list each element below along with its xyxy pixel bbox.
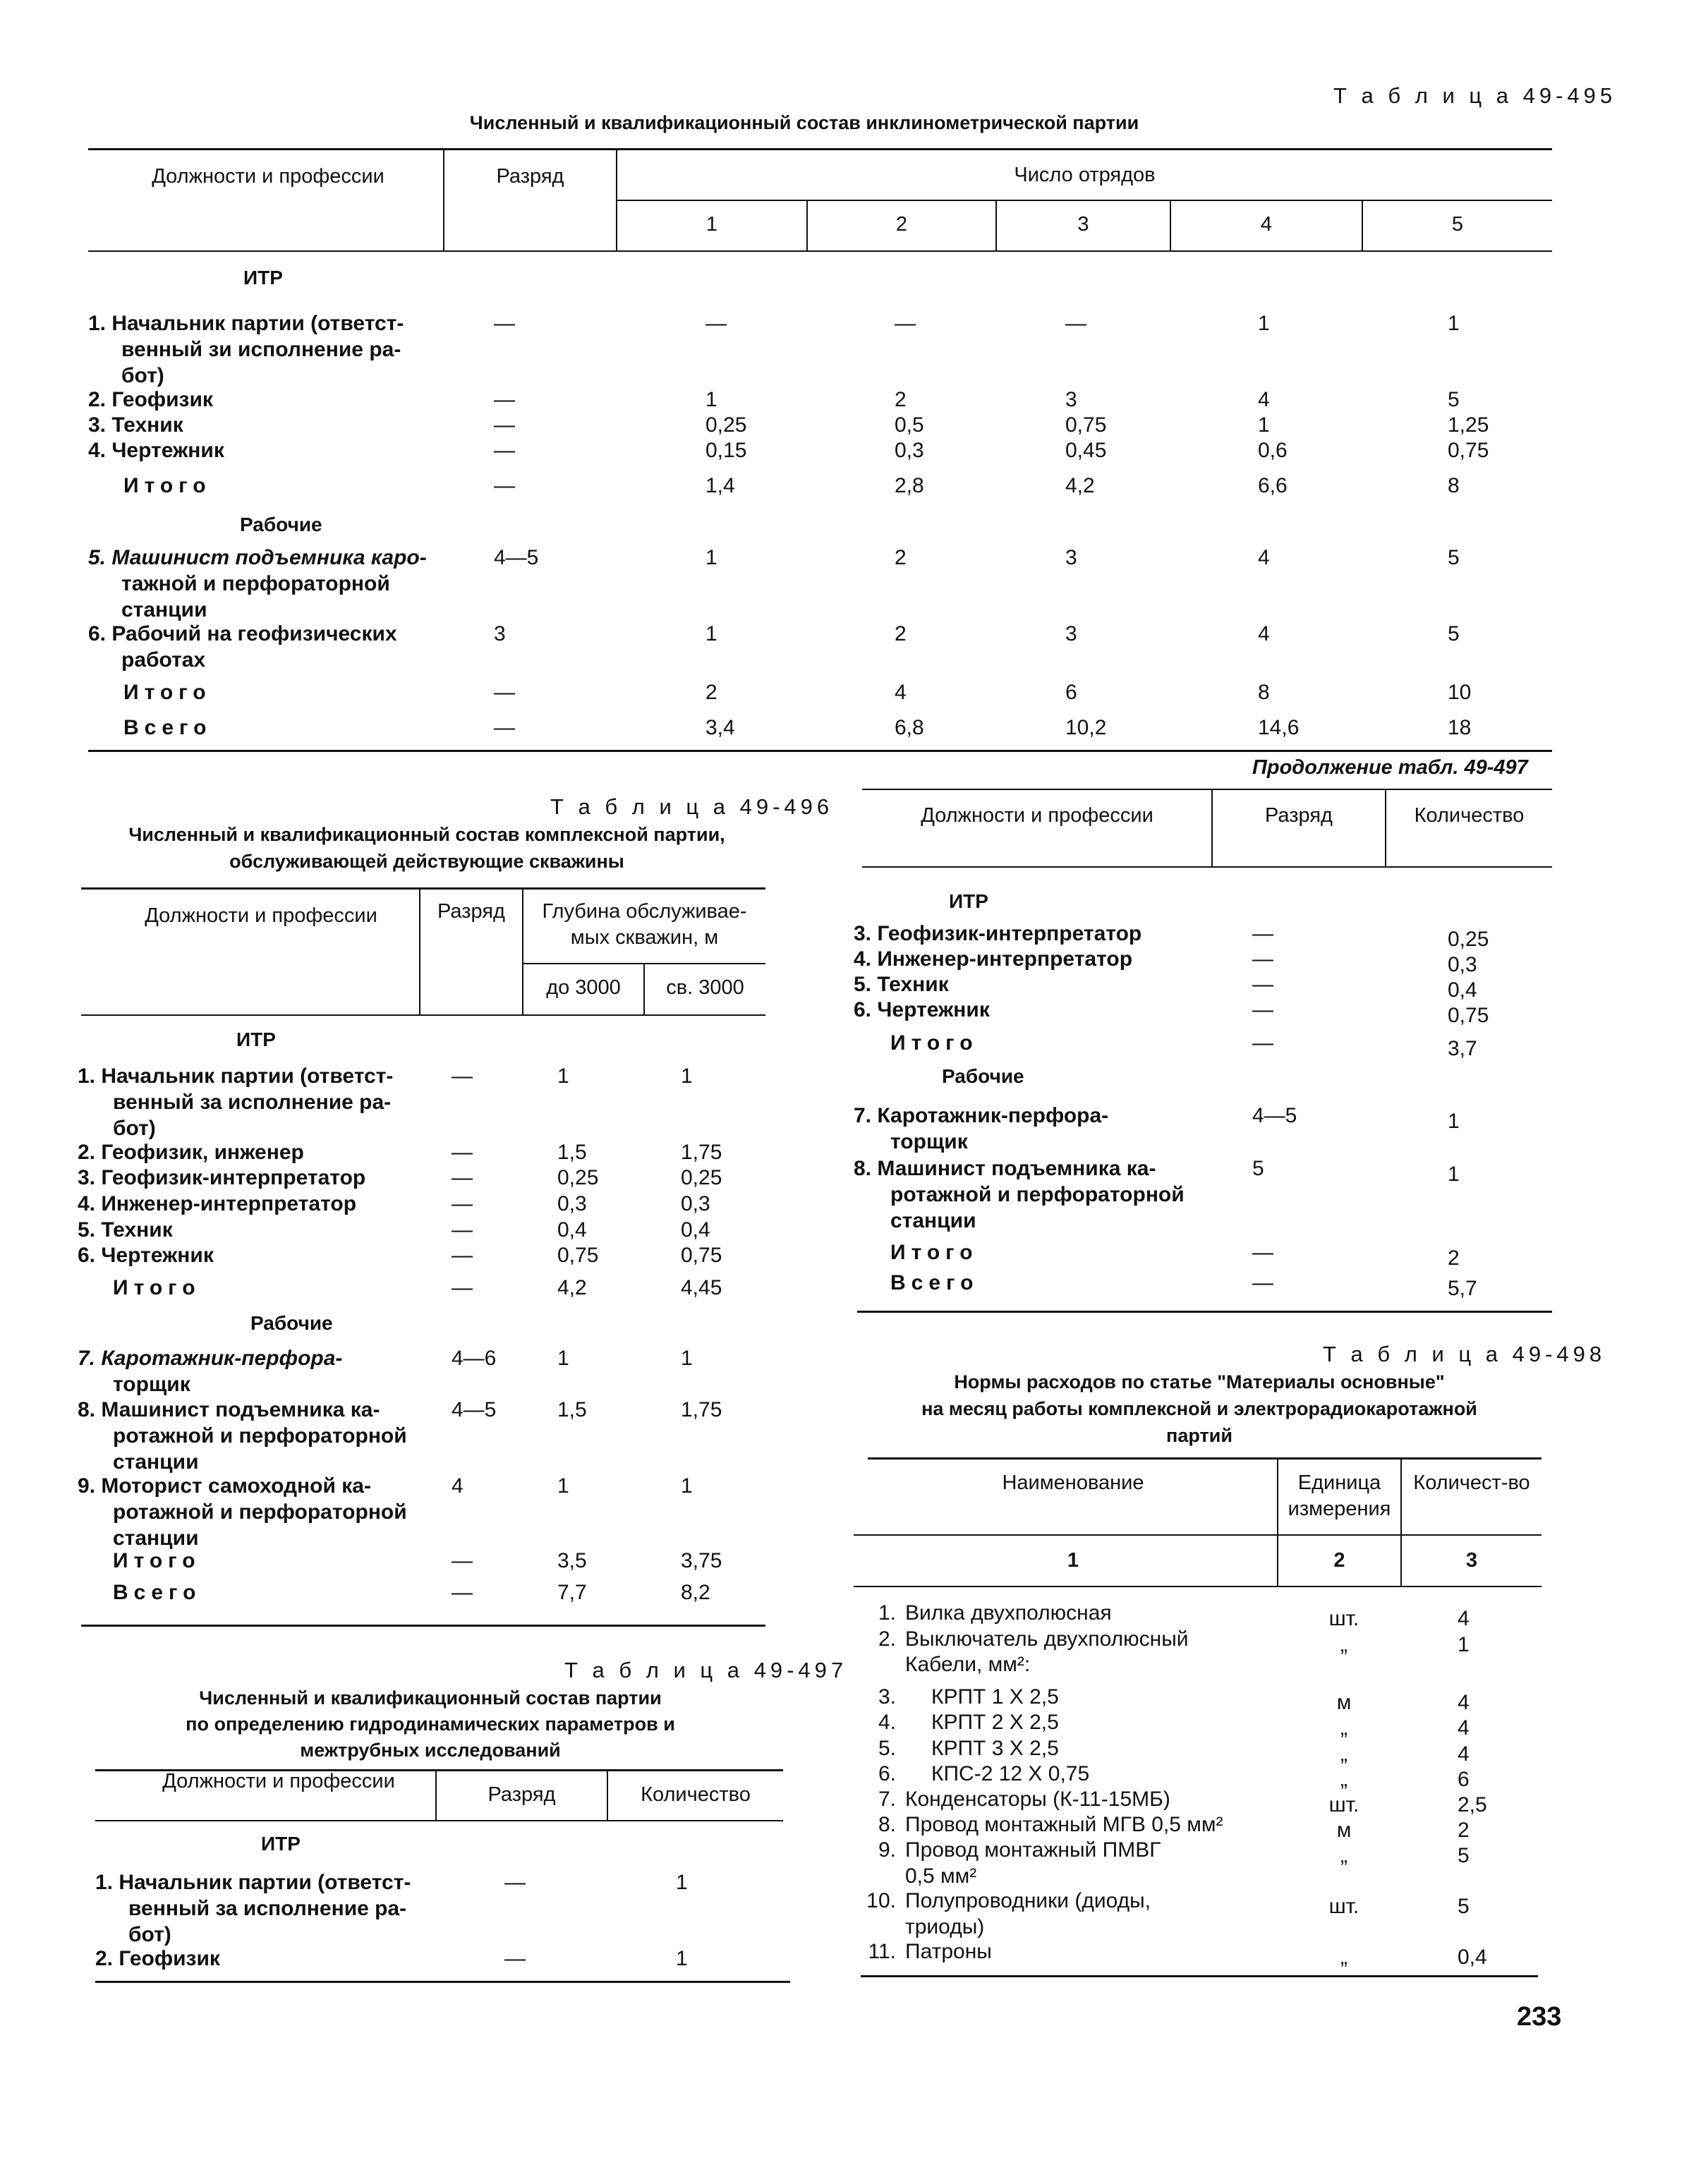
row-value: 1 [1448,312,1460,335]
row-name: Провод монтажный ПМВГ [905,1838,1161,1862]
row-rank: 4—6 [452,1347,497,1370]
row-value: 6 [1065,681,1077,704]
row-value: 1 [681,1474,693,1498]
rule [868,1457,1542,1460]
row-value: 0,25 [705,413,747,437]
row-value: 4,2 [1065,474,1095,497]
rule [861,1975,1538,1977]
row-value: 10,2 [1065,716,1107,739]
header-positions: Должности и профессии [145,904,377,927]
header-qty: Количество [1414,804,1525,827]
row-value: 1 [681,1347,693,1370]
row-rank: — [452,1244,473,1267]
row-value: 5 [1448,388,1460,411]
row-rank: — [494,681,515,704]
row-value: — [895,312,916,335]
row-rank: 5 [1252,1157,1264,1180]
row-name-cont: венный за исполнение ра- [128,1897,407,1920]
table-label: Т а б л и ц а 49-498 [1323,1342,1606,1366]
row-rank: — [504,1947,526,1970]
row-qty: 1 [1458,1633,1470,1656]
row-name-cont: торщик [113,1373,190,1396]
row-value: 0,75 [681,1244,722,1267]
table-title: межтрубных исследований [300,1740,561,1761]
row-qty: 2,5 [1458,1793,1487,1816]
row-rank: — [1252,1031,1273,1055]
row-value: 4,45 [681,1276,722,1299]
rule [81,1625,765,1627]
row-rank: — [452,1141,473,1164]
row-unit: „ [1340,1633,1347,1656]
row-value: 1 [557,1474,569,1498]
header-col: 5 [1451,213,1464,236]
row-value: 8 [1258,681,1270,704]
row-value: 4,2 [557,1276,587,1299]
rule [81,1014,765,1016]
row-name: Провод монтажный МГВ 0,5 мм² [905,1813,1223,1836]
rule [95,1981,790,1983]
table-title: Численный и квалификационный состав партии [199,1687,662,1709]
row-rank: — [494,388,515,411]
row-value: 0,25 [557,1166,599,1189]
row-unit: шт. [1328,1895,1359,1918]
row-rank: 4—5 [494,546,539,569]
header-col: до 3000 [546,976,621,999]
row-rank: — [452,1218,473,1242]
row-qty: 4 [1458,1716,1470,1740]
row-unit: м [1336,1819,1352,1842]
row-name: 3. Геофизик-интерпретатор [78,1166,366,1189]
row-name: Вилка двухполюсная [905,1601,1112,1625]
total-label: Итого [113,1549,201,1572]
row-number: 1. [878,1601,896,1625]
row-qty: 4 [1458,1742,1470,1766]
row-value: 0,15 [705,439,747,462]
table-title: по определению гидродинамических параметров и [186,1713,675,1735]
row-qty: 5 [1458,1895,1470,1918]
row-name-cont: бот) [121,364,164,387]
header-col: 2 [895,213,908,236]
row-value: 3,4 [705,716,735,739]
row-value: 0,5 [895,413,924,437]
row-rank: — [452,1276,473,1299]
row-number: 9. [878,1838,896,1862]
row-value: 1 [676,1871,688,1894]
row-value: 0,3 [681,1192,710,1215]
row-value: 2,8 [895,474,924,497]
row-rank: — [452,1064,473,1088]
row-rank: 4—5 [452,1398,497,1421]
row-name-cont: 0,5 мм² [905,1864,977,1888]
row-value: 0,6 [1258,439,1288,462]
row-value: 0,4 [557,1218,587,1242]
row-rank: — [1252,998,1273,1021]
row-value: — [705,312,727,335]
row-value: 2 [895,546,907,569]
header-positions: Должности и профессии [152,165,384,188]
row-value: 0,45 [1065,439,1107,462]
total-label: Итого [123,681,212,704]
row-name: 1. Начальник партии (ответст- [88,312,404,335]
row-value: 1 [1448,1163,1460,1186]
row-value: 2 [705,681,717,704]
row-rank: — [504,1871,526,1894]
row-rank: — [452,1581,473,1604]
row-name-cont: работах [121,648,206,672]
row-value: 2 [1448,1246,1460,1270]
row-value: 1 [705,622,717,645]
row-rank: 3 [494,622,506,645]
row-name: 8. Машинист подъемника ка- [854,1157,1156,1180]
rule [854,1586,1542,1587]
header-rank: Разряд [496,165,564,188]
table-title: на месяц работы комплексной и электрорадиокаротажной [921,1398,1477,1419]
rule [862,866,1552,868]
header-qty: Количест-во [1413,1472,1530,1494]
table-title: партий [1166,1425,1232,1446]
row-name-cont: торщик [890,1130,968,1153]
row-value: 1 [1448,1110,1460,1133]
row-name: 6. Чертежник [854,998,990,1021]
row-value: 4 [1258,622,1270,645]
table-label: Т а б л и ц а 49-497 [564,1658,848,1682]
row-value: 0,75 [557,1244,599,1267]
row-value: 0,75 [1065,413,1107,437]
row-name: 6. Рабочий на геофизических [88,622,397,645]
rule [95,1820,783,1821]
row-number: 8. [878,1813,896,1836]
page-number: 233 [1517,2002,1562,2032]
row-name-cont: ротажной и перфораторной [113,1500,407,1524]
row-qty: 4 [1458,1691,1470,1714]
row-value: 10 [1448,681,1472,704]
row-name-cont: бот) [113,1117,156,1140]
header-unit: Единица измерения [1288,1472,1391,1520]
row-name: 3. Техник [88,413,183,437]
header-qty: Количество [641,1783,751,1806]
row-value: 5,7 [1448,1277,1477,1300]
header-positions: Должности и профессии [921,804,1153,827]
row-name: Кабели, мм²: [905,1653,1031,1676]
row-value: 1,25 [1448,413,1489,437]
header-positions: Должности и профессии [162,1770,395,1792]
row-name: 4. Инженер-интерпретатор [854,947,1133,971]
header-count: Число отрядов [1014,164,1156,186]
rule [854,1534,1542,1536]
header-col: 4 [1260,213,1273,236]
row-name: 5. Машинист подъемника каро- [88,546,427,569]
row-name: 2. Геофизик [95,1947,220,1970]
row-value: 1 [681,1064,693,1088]
row-name-cont: тажной и перфораторной [121,572,390,595]
row-name: 4. Инженер-интерпретатор [78,1192,357,1215]
row-value: 1 [705,546,717,569]
row-value: 14,6 [1258,716,1300,739]
table-title: Нормы расходов по статье "Материалы основные" [954,1371,1445,1393]
row-name-cont: венный зи исполнение ра- [121,338,401,361]
header-rank: Разряд [1265,804,1333,827]
section-workers: Рабочие [240,514,322,535]
section-itr: ИТР [949,890,988,912]
row-name-cont: ротажной и перфораторной [890,1183,1185,1206]
total-label: Всего [890,1271,979,1294]
row-value: 0,3 [557,1192,587,1215]
row-name: Полупроводники (диоды, [905,1889,1151,1912]
section-workers: Рабочие [250,1312,333,1334]
row-name-cont: станции [890,1209,976,1232]
header-col: 2 [1333,1549,1345,1572]
row-value: 1 [557,1347,569,1370]
row-value: 3 [1065,622,1077,645]
rule [88,148,1552,150]
total-label: Итого [890,1241,979,1264]
row-qty: 5 [1458,1844,1470,1867]
header-rank: Разряд [487,1783,556,1806]
header-name: Наименование [1002,1472,1144,1494]
section-itr: ИТР [261,1833,301,1855]
row-value: 5 [1448,622,1460,645]
row-unit: шт. [1328,1793,1359,1816]
row-unit: „ [1340,1716,1347,1740]
row-name: 2. Геофизик, инженер [78,1141,304,1164]
total-label: Итого [890,1031,979,1055]
row-value: 3,75 [681,1549,722,1572]
row-number: 6. [878,1762,896,1785]
header-rank: Разряд [437,900,505,923]
row-qty: 6 [1458,1768,1470,1791]
row-rank: — [1252,1271,1273,1294]
row-name: Конденсаторы (К-11-15МБ) [905,1788,1170,1811]
row-value: — [1065,312,1086,335]
row-value: 4 [895,681,907,704]
row-value: 1 [705,388,717,411]
row-number: 3. [878,1685,896,1709]
table-title: Численный и квалификационный состав инклинометрической партии [469,112,1139,133]
row-name: Выключатель двухполюсный [905,1627,1189,1651]
row-value: 6,6 [1258,474,1288,497]
row-name: КРПТ 2 X 2,5 [931,1711,1059,1734]
row-rank: — [494,312,515,335]
rule [862,789,1552,790]
section-workers: Рабочие [942,1065,1024,1087]
row-number: 4. [878,1711,896,1734]
row-name-cont: станции [121,598,207,621]
header-depth: Глубина обслуживае-мых скважин, м [542,900,747,949]
row-number: 10. [866,1889,896,1912]
row-name: 9. Моторист самоходной ка- [78,1474,371,1498]
table-title: обслуживающей действующие скважины [229,851,624,872]
row-value: 4 [1258,546,1270,569]
row-name: 1. Начальник партии (ответст- [95,1871,411,1894]
row-name: 2. Геофизик [88,388,213,411]
row-value: 2 [895,388,907,411]
table-label: Т а б л и ц а 49-495 [1333,83,1617,108]
row-name: КПС-2 12 X 0,75 [931,1762,1090,1785]
row-rank: — [494,474,515,497]
row-name: 3. Геофизик-интерпретатор [854,922,1142,945]
row-unit: шт. [1328,1607,1359,1630]
row-rank: — [452,1192,473,1215]
row-value: 1 [1258,413,1270,437]
row-value: 1,4 [705,474,735,497]
row-qty: 2 [1458,1819,1470,1842]
row-number: 11. [868,1940,896,1963]
row-value: 1 [557,1064,569,1088]
row-name-cont: станции [113,1450,199,1474]
row-value: 4 [1258,388,1270,411]
row-value: 5 [1448,546,1460,569]
header-col: 3 [1465,1549,1478,1572]
row-name: КРПТ 1 X 2,5 [931,1685,1059,1709]
row-name: 5. Техник [78,1218,173,1242]
row-unit: „ [1340,1946,1347,1969]
row-value: 8,2 [681,1581,710,1604]
row-rank: — [1252,947,1273,971]
table-label: Т а б л и ц а 49-496 [550,794,834,819]
row-value: 0,25 [1448,928,1489,951]
row-value: 3 [1065,388,1077,411]
row-unit: „ [1340,1768,1347,1791]
row-name-cont: ротажной и перфораторной [113,1424,407,1448]
row-name: 4. Чертежник [88,439,224,462]
header-col: св. 3000 [666,976,744,999]
row-name-cont: бот) [128,1923,171,1946]
row-value: 3,5 [557,1549,587,1572]
row-name: 7. Каротажник-перфора- [854,1104,1109,1127]
row-value: 0,3 [895,439,924,462]
table-title: Численный и квалификационный состав комплексной партии, [128,824,725,845]
row-name: 8. Машинист подъемника ка- [78,1398,380,1421]
row-unit: „ [1340,1844,1347,1867]
row-name: Патроны [905,1940,992,1963]
rule [81,887,765,890]
header-col: 1 [1067,1549,1079,1572]
section-itr: ИТР [236,1029,276,1050]
row-rank: — [1252,922,1273,945]
row-unit: м [1336,1691,1352,1714]
row-rank: — [452,1166,473,1189]
col-divider [1385,790,1386,868]
total-label: Всего [123,716,212,739]
row-rank: 4—5 [1252,1104,1297,1127]
row-value: 1 [676,1947,688,1970]
row-name-cont: станции [113,1527,199,1550]
row-rank: — [452,1549,473,1572]
row-name-cont: венный за исполнение ра- [113,1091,392,1114]
row-value: 1,75 [681,1141,722,1164]
row-name: 1. Начальник партии (ответст- [78,1064,394,1088]
row-value: 1,5 [557,1398,587,1421]
row-number: 7. [878,1788,896,1811]
row-value: 0,75 [1448,1004,1489,1027]
section-itr: ИТР [243,267,283,289]
row-value: 0,4 [1448,978,1477,1002]
row-rank: — [1252,973,1273,996]
row-number: 5. [878,1737,896,1760]
row-name: 7. Каротажник-перфора- [78,1347,343,1370]
header-col: 1 [705,213,718,236]
row-qty: 0,4 [1458,1946,1487,1969]
row-value: 0,75 [1448,439,1489,462]
row-value: 3 [1065,546,1077,569]
continuation-label: Продолжение табл. 49-497 [1252,756,1528,779]
total-label: Всего [113,1581,202,1604]
row-name: 6. Чертежник [78,1244,214,1267]
rule [88,250,1552,252]
rule [88,750,1552,752]
row-rank: — [494,716,515,739]
row-value: 7,7 [557,1581,587,1604]
row-value: 6,8 [895,716,924,739]
col-divider [1211,790,1213,868]
row-value: 0,3 [1448,953,1477,976]
rule [857,1311,1552,1313]
row-value: 8 [1448,474,1460,497]
row-rank: — [494,439,515,462]
total-label: Итого [123,474,212,497]
total-label: Итого [113,1276,201,1299]
row-value: 0,4 [681,1218,710,1242]
row-value: 0,25 [681,1166,722,1189]
header-col: 3 [1077,213,1089,236]
row-value: 1,75 [681,1398,722,1421]
row-rank: 4 [452,1474,464,1498]
row-value: 1,5 [557,1141,587,1164]
rule [617,200,1552,201]
row-name-cont: триоды) [905,1915,985,1938]
row-number: 2. [878,1627,896,1651]
row-value: 2 [895,622,907,645]
row-name: 5. Техник [854,973,949,996]
row-value: 1 [1258,312,1270,335]
row-value: 3,7 [1448,1037,1477,1060]
row-value: 18 [1448,716,1472,739]
row-name: КРПТ 3 X 2,5 [931,1737,1059,1760]
row-qty: 4 [1458,1607,1470,1630]
row-rank: — [1252,1241,1273,1264]
row-unit: „ [1340,1742,1347,1766]
row-rank: — [494,413,515,437]
